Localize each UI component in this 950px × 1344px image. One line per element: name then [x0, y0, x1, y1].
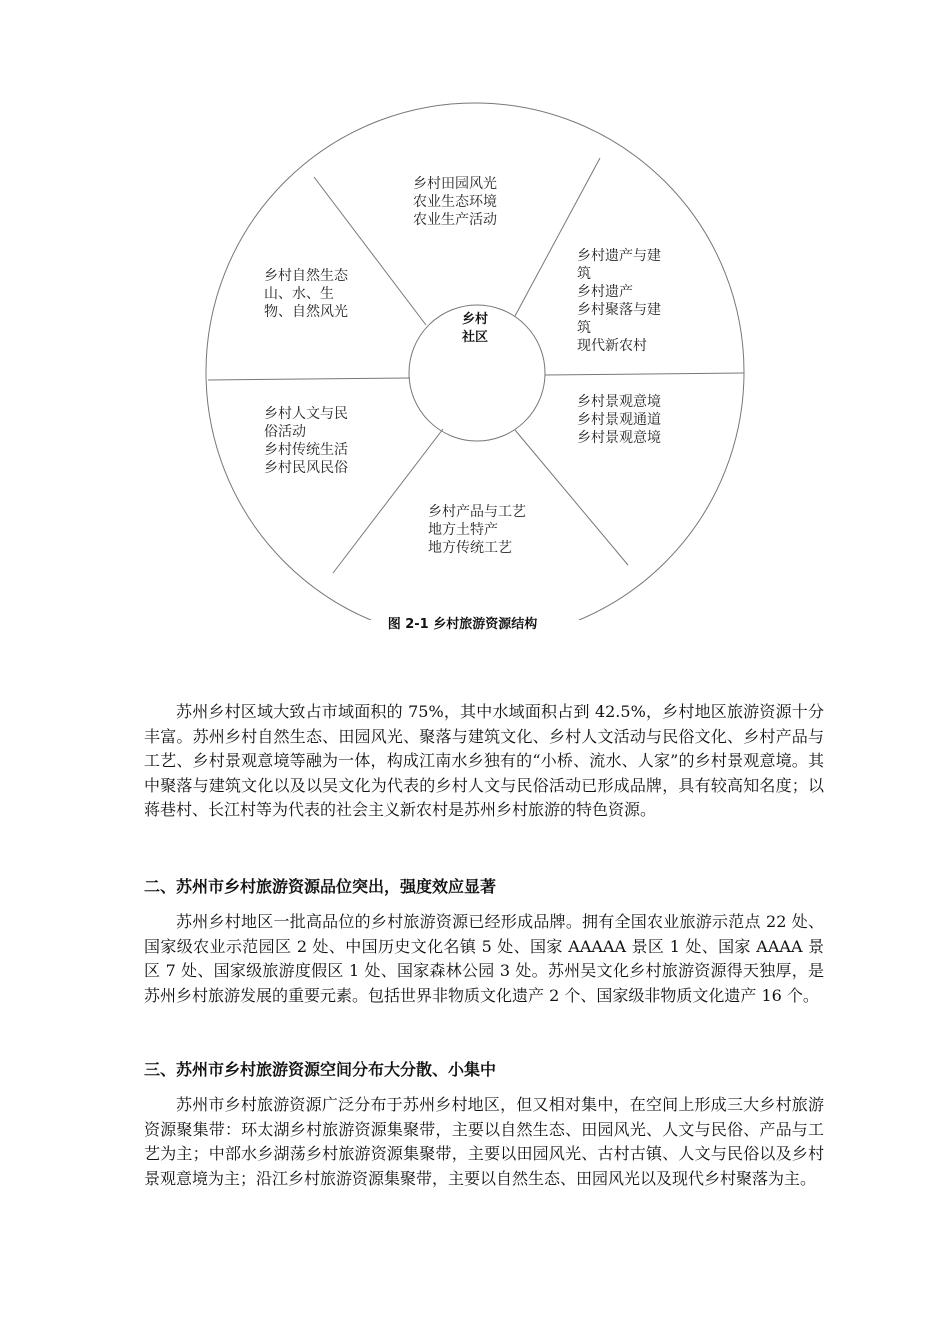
divider-right	[545, 373, 744, 375]
paragraph-2: 苏州乡村地区一批高品位的乡村旅游资源已经形成品牌。拥有全国农业旅游示范点 22 处、国家级农业示范园区 2 处、中国历史文化名镇 5 处、国家 AAAAA 景区 1 处、国家 AAAA 景区 7 处、国家级旅游度假区 1 处、国家森林公园 3 处。苏州吴文化乡村旅游资源得天独厚，是苏州乡村旅游发展的重要元素。包括世界非物质文化遗产 2 个、国家级非物质文化遗产 16 个。	[144, 912, 824, 1005]
paragraph-3: 苏州市乡村旅游资源广泛分布于苏州乡村地区，但又相对集中，在空间上形成三大乡村旅游资源聚集带：环太湖乡村旅游资源集聚带，主要以自然生态、田园风光、人文与民俗、产品与工艺为主；中部水乡湖荡乡村旅游资源集聚带，主要以田园风光、古村古镇、人文与民俗以及乡村景观意境为主；沿江乡村旅游资源集聚带，主要以自然生态、田园风光以及现代乡村聚落为主。	[144, 1095, 824, 1188]
divider-bottom-left	[333, 429, 443, 573]
divider-bottom-right	[515, 430, 628, 565]
figure-caption: 图 2-1 乡村旅游资源结构	[387, 617, 538, 632]
section-heading-3: 三、苏州市乡村旅游资源空间分布大分散、小集中	[144, 1060, 497, 1079]
segment-lower-right-text: 乡村景观意境 乡村景观通道 乡村景观意境	[577, 394, 661, 446]
segment-upper-right-text: 乡村遗产与建 筑 乡村遗产 乡村聚落与建 筑 现代新农村	[577, 248, 661, 354]
divider-left	[208, 378, 410, 380]
paragraph-1: 苏州乡村区域大致占市域面积的 75%，其中水域面积占到 42.5%，乡村地区旅游资源十分丰富。苏州乡村自然生态、田园风光、聚落与建筑文化、乡村人文活动与民俗文化、乡村产品与工艺、乡村景观意境等融为一体，构成江南水乡独有的“小桥、流水、人家”的乡村景观意境。其中聚落与建筑文化以及以吴文化为代表的乡村人文与民俗活动已形成品牌，具有较高知名度；以蒋巷村、长江村等为代表的社会主义新农村是苏州乡村旅游的特色资源。	[144, 702, 824, 820]
segment-top-text: 乡村田园风光 农业生态环境 农业生产活动	[413, 176, 497, 228]
center-label: 乡村 社区	[461, 312, 488, 345]
section-heading-2: 二、苏州市乡村旅游资源品位突出，强度效应显著	[144, 877, 497, 896]
resource-structure-diagram	[0, 0, 950, 620]
segment-upper-left-text: 乡村自然生态 山、水、生 物、自然风光	[264, 268, 348, 320]
segment-bottom-text: 乡村产品与工艺 地方土特产 地方传统工艺	[428, 504, 526, 556]
segment-lower-left-text: 乡村人文与民 俗活动 乡村传统生活 乡村民风民俗	[264, 406, 348, 476]
